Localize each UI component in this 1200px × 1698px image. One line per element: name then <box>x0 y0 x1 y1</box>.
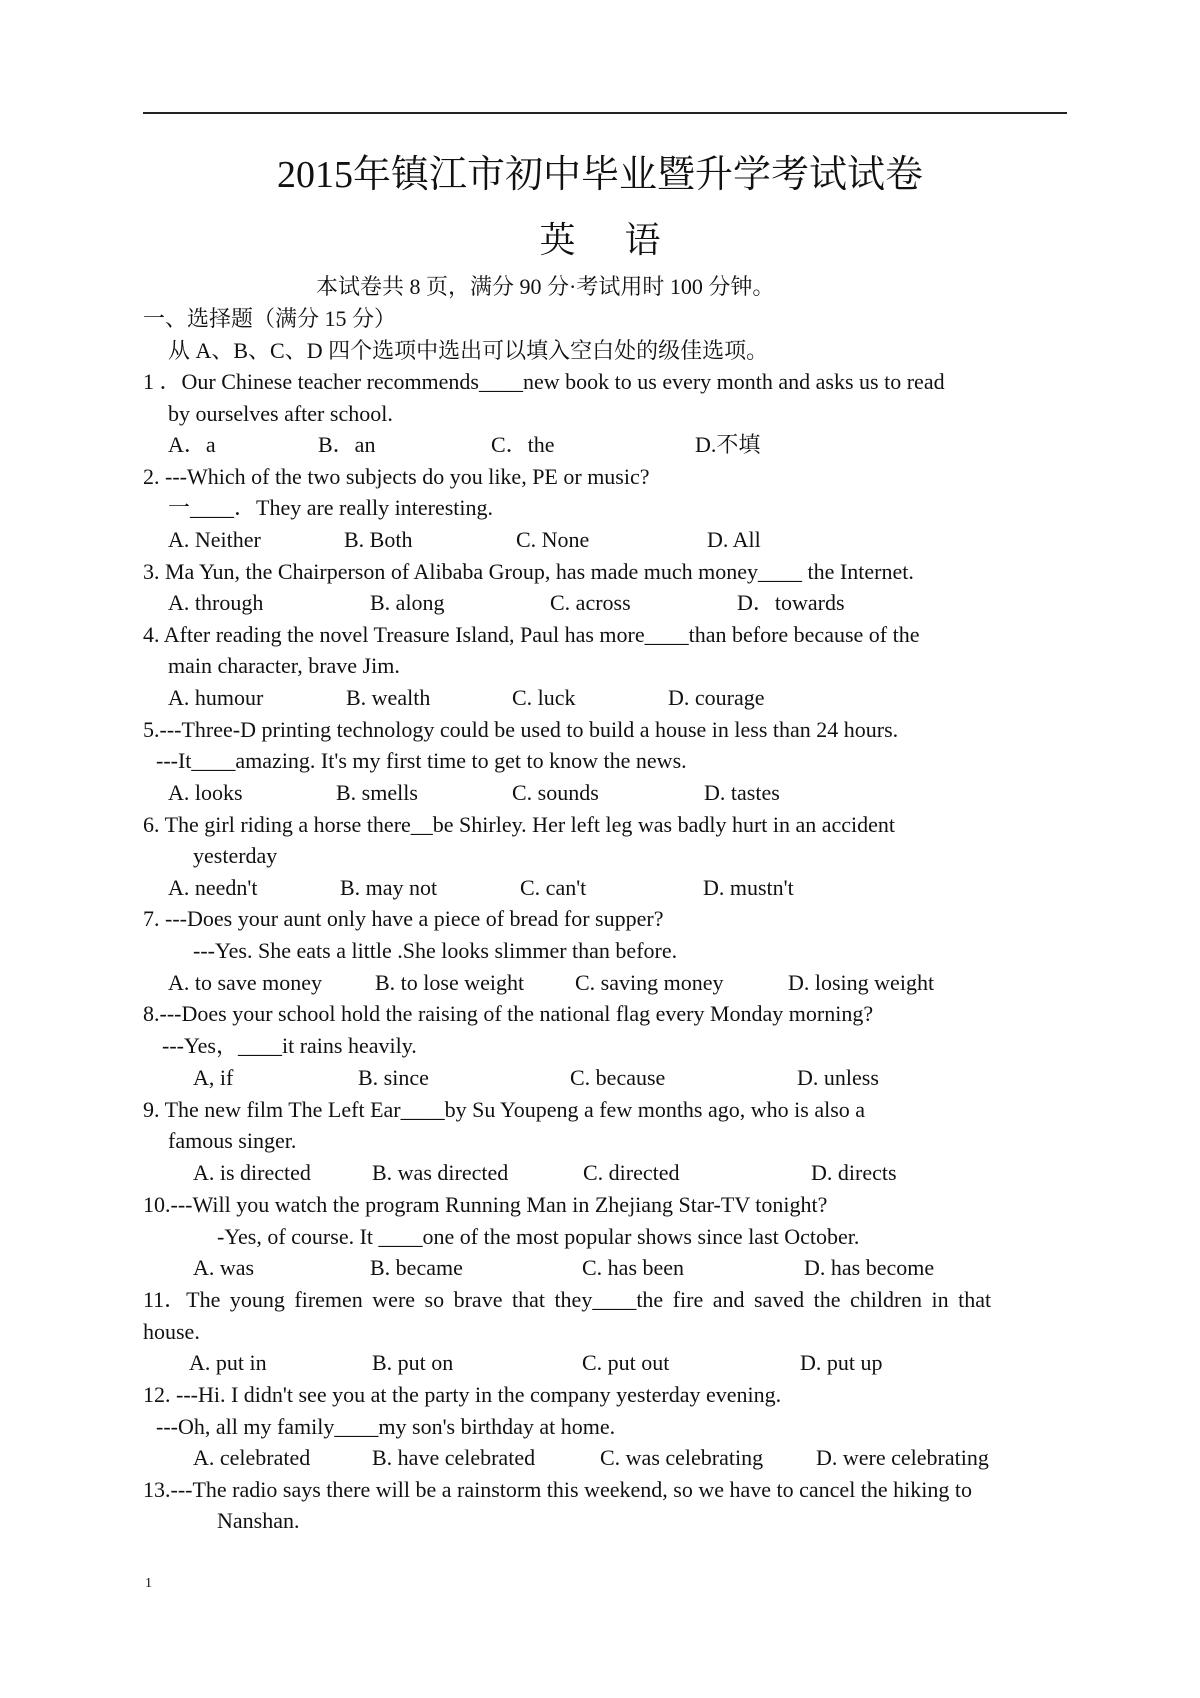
question-2-line-2: 一____．They are really interesting. <box>168 495 494 520</box>
question-1-option-d: D.不填 <box>695 432 761 457</box>
question-13-line-2: Nanshan. <box>217 1508 300 1533</box>
question-11-option-a: A. put in <box>189 1350 267 1375</box>
question-11-line-1: 11．The young firemen were so brave that they____the fire and saved the children in that <box>143 1287 992 1312</box>
question-1-option-b: B．an <box>318 432 376 457</box>
question-11-line-2: house. <box>143 1319 200 1344</box>
question-10-option-b: B. became <box>370 1255 463 1280</box>
question-12-line-2: ---Oh, all my family____my son's birthday at home. <box>156 1414 616 1439</box>
exam-info: 本试卷共 8 页，满分 90 分·考试用时 100 分钟。 <box>316 274 775 299</box>
question-3-option-c: C. across <box>550 590 631 615</box>
question-6-option-a: A. needn't <box>168 875 258 900</box>
question-2-option-a: A. Neither <box>168 527 261 552</box>
header-rule <box>143 112 1067 114</box>
question-10-option-c: C. has been <box>582 1255 685 1280</box>
question-2-option-d: D. All <box>707 527 761 552</box>
page-number: 1 <box>145 1576 152 1591</box>
question-8-line-1: 8.---Does your school hold the raising of the national flag every Monday morning? <box>143 1001 874 1026</box>
question-11-option-b: B. put on <box>372 1350 454 1375</box>
question-1-line-2: by ourselves after school. <box>168 401 393 426</box>
question-7-line-1: 7. ---Does your aunt only have a piece of bread for supper? <box>143 906 664 931</box>
question-4-option-d: D. courage <box>668 685 765 710</box>
question-3-option-a: A. through <box>168 590 264 615</box>
question-2-option-c: C. None <box>516 527 590 552</box>
question-7-option-d: D. losing weight <box>788 970 935 995</box>
question-9-line-2: famous singer. <box>168 1128 297 1153</box>
question-8-option-c: C. because <box>570 1065 666 1090</box>
question-6-option-c: C. can't <box>520 875 587 900</box>
question-5-line-2: ---It____amazing. It's my first time to get to know the news. <box>156 748 687 773</box>
question-8-option-b: B. since <box>358 1065 429 1090</box>
question-6-option-d: D. mustn't <box>703 875 794 900</box>
question-10-option-a: A. was <box>193 1255 255 1280</box>
question-2-line-1: 2. ---Which of the two subjects do you like, PE or music? <box>143 464 650 489</box>
question-1-option-c: C．the <box>491 432 555 457</box>
question-11-option-c: C. put out <box>582 1350 670 1375</box>
question-4-option-b: B. wealth <box>346 685 431 710</box>
question-5-line-1: 5.---Three-D printing technology could be used to build a house in less than 24 hours. <box>143 717 899 742</box>
question-7-line-2: ---Yes. She eats a little .She looks slimmer than before. <box>193 938 678 963</box>
question-4-option-a: A. humour <box>168 685 264 710</box>
exam-subject: 英 语 <box>539 220 681 260</box>
question-8-line-2: ---Yes，____it rains heavily. <box>162 1033 417 1058</box>
section-heading: 一、选择题（满分 15 分） <box>143 306 397 331</box>
question-13-line-1: 13.---The radio says there will be a rainstorm this weekend, so we have to cancel the hiking to <box>143 1477 973 1502</box>
question-5-option-a: A. looks <box>168 780 243 805</box>
question-2-option-b: B. Both <box>344 527 413 552</box>
question-1-option-a: A．a <box>168 432 216 457</box>
question-6-line-1: 6. The girl riding a horse there__be Shirley. Her left leg was badly hurt in an accident <box>143 812 896 837</box>
question-10-line-2: -Yes, of course. It ____one of the most popular shows since last October. <box>217 1224 860 1249</box>
question-9-option-a: A. is directed <box>193 1160 311 1185</box>
question-10-line-1: 10.---Will you watch the program Running Man in Zhejiang Star-TV tonight? <box>143 1192 828 1217</box>
question-12-option-c: C. was celebrating <box>600 1445 764 1470</box>
question-12-option-a: A. celebrated <box>193 1445 311 1470</box>
question-6-line-2: yesterday <box>193 843 278 868</box>
question-7-option-b: B. to lose weight <box>375 970 525 995</box>
question-10-option-d: D. has become <box>804 1255 935 1280</box>
question-4-line-2: main character, brave Jim. <box>168 653 400 678</box>
question-3-option-d: D．towards <box>737 590 845 615</box>
question-8-option-a: A, if <box>193 1065 234 1090</box>
question-8-option-d: D. unless <box>797 1065 879 1090</box>
question-9-line-1: 9. The new film The Left Ear____by Su Youpeng a few months ago, who is also a <box>143 1097 866 1122</box>
exam-title: 2015年镇江市初中毕业暨升学考试试卷 <box>276 154 923 196</box>
question-12-option-d: D. were celebrating <box>816 1445 989 1470</box>
question-4-option-c: C. luck <box>512 685 576 710</box>
question-3-option-b: B. along <box>370 590 445 615</box>
question-7-option-c: C. saving money <box>575 970 724 995</box>
question-3-line-1: 3. Ma Yun, the Chairperson of Alibaba Group, has made much money____ the Internet. <box>143 559 914 584</box>
section-instruction: 从 A、B、C、D 四个选项中选出可以填入空白处的级佳选项。 <box>168 338 769 363</box>
question-5-option-b: B. smells <box>336 780 418 805</box>
question-7-option-a: A. to save money <box>168 970 322 995</box>
question-9-option-b: B. was directed <box>372 1160 509 1185</box>
question-11-option-d: D. put up <box>800 1350 883 1375</box>
question-9-option-d: D. directs <box>811 1160 897 1185</box>
question-5-option-d: D. tastes <box>704 780 780 805</box>
question-9-option-c: C. directed <box>583 1160 680 1185</box>
question-12-option-b: B. have celebrated <box>372 1445 536 1470</box>
question-1-line-1: 1 ．Our Chinese teacher recommends____new book to us every month and asks us to read <box>143 369 945 394</box>
question-6-option-b: B. may not <box>340 875 438 900</box>
question-5-option-c: C. sounds <box>512 780 599 805</box>
question-4-line-1: 4. After reading the novel Treasure Island, Paul has more____than before because of the <box>143 622 920 647</box>
question-12-line-1: 12. ---Hi. I didn't see you at the party in the company yesterday evening. <box>143 1382 782 1407</box>
